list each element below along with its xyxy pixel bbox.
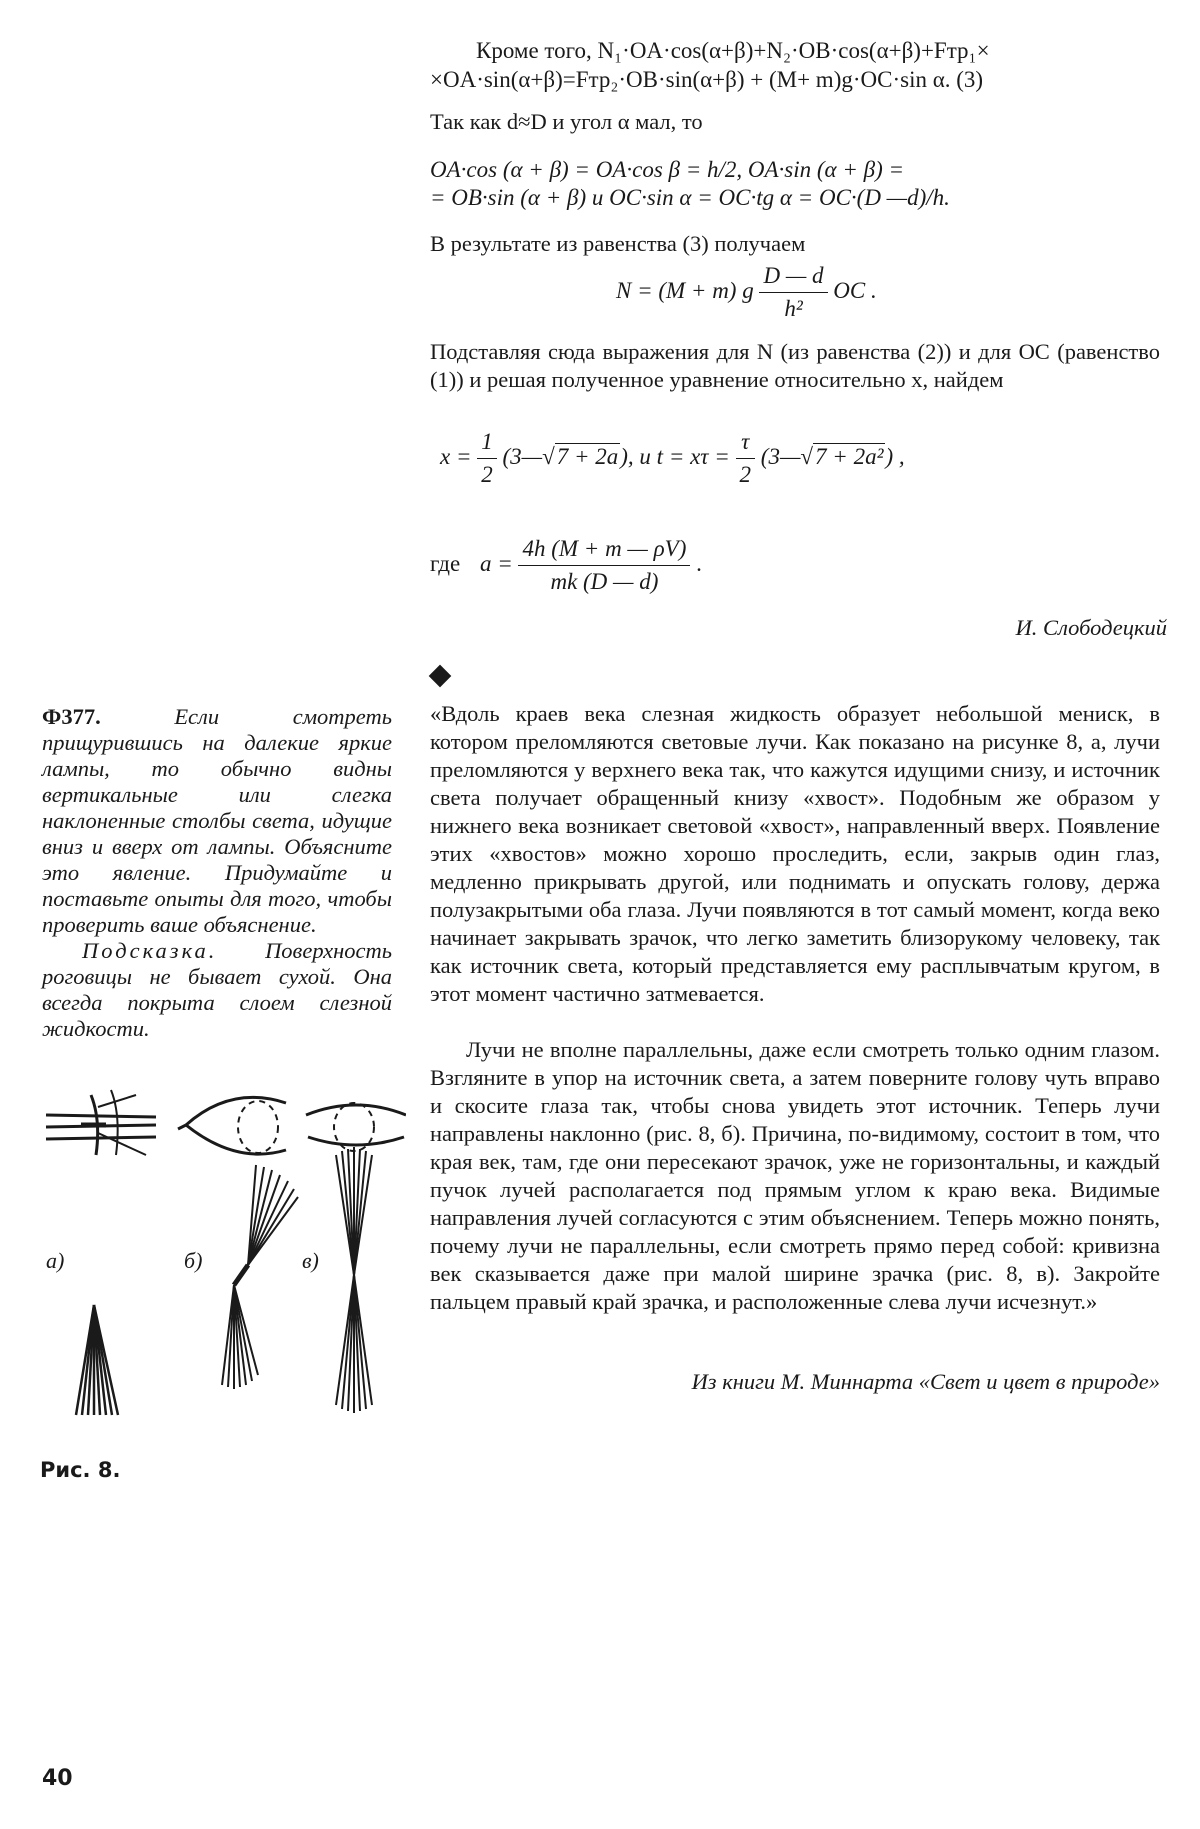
formula-a-lhs: a =: [479, 550, 513, 576]
formula-x-t: [440, 428, 905, 489]
formula-t-numerator: τ: [741, 429, 750, 454]
author: И. Слободецкий: [1015, 615, 1167, 640]
formula-a: [430, 535, 702, 596]
solution-paragraph-1: «Вдоль краев века слезная жидкость образует небольшой мениск, в котором преломляются световые лучи. Как показано на рисунке 8, а, лучи преломляются у верхнего века так, что кажутся идущими снизу, и источник света получает обращенный книзу «хвост». Подобным же образом у нижнего века возникает световой «хвост», направленный вверх. Появление этих «хвостов» можно хорошо проследить, если, закрыв один глаз, медленно прикрывать другой, или поднимать и опускать голову, держа полузакрытыми оба глаза. Лучи появляются в тот самый момент, когда веко начинает закрывать зрачок, что легко заметить близорукому человеку, так как источник света, который представляется ему расплывчатым кругом, в этот момент частично затмевается.: [430, 701, 1160, 1006]
relations-line-2: = OB·sin (α + β) и OC·sin α = OC·tg α = OC·(D —d)/h.: [430, 185, 950, 210]
formula-t-close: ) ,: [885, 443, 905, 469]
relations-line-1: OA·cos (α + β) = OA·cos β = h/2, OA·sin (α + β) =: [430, 157, 905, 182]
equation-3-line-1: Кроме того, N₁·OA·cos(α+β)+N₂·OB·cos(α+β)+Fтр₁×: [476, 38, 990, 63]
formula-n: [616, 262, 877, 323]
hint-text: Поверхность роговицы не бывает сухой. Она всегда покрыта слоем слезной жидкости.: [42, 938, 392, 1041]
problem-block: [42, 704, 392, 1042]
formula-x-numerator: 1: [481, 429, 493, 454]
problem-number: Ф377.: [42, 704, 101, 729]
formula-x-lhs: x =: [440, 443, 472, 469]
figure-caption: Рис. 8.: [40, 1458, 121, 1482]
equation-3-line-2: ×OA·sin(α+β)=Fтр₂·OB·sin(α+β) + (M+ m)g·OC·sin α. (3): [430, 67, 984, 92]
formula-x-paren: (3—: [502, 443, 543, 469]
diamond-separator-icon: [429, 665, 452, 688]
where-label: где: [430, 550, 461, 576]
sqrt-symbol: √: [542, 443, 555, 469]
formula-a-denominator: mk (D — d): [518, 565, 690, 596]
formula-n-lhs: N = (M + m) g: [616, 277, 754, 303]
figure-a-eyelid-diagram: [46, 1090, 156, 1155]
formula-t-sqrt: 7 + 2a²: [815, 443, 884, 469]
figure-a-rays: [76, 1305, 118, 1415]
formula-x-mid: ), и t = xτ =: [620, 443, 730, 469]
formula-x-fraction: [477, 428, 497, 489]
figure-v-rays: [336, 1147, 372, 1413]
hint-label: Подсказка.: [82, 938, 218, 963]
formula-n-numerator: D — d: [763, 263, 824, 288]
figure-label-v: в): [302, 1248, 319, 1273]
formula-t-denominator: 2: [736, 458, 756, 489]
result-intro: В результате из равенства (3) получаем: [430, 231, 806, 256]
figure-8: [36, 1085, 406, 1425]
figure-v-eye-outline: [306, 1103, 406, 1151]
figure-b-rays: [222, 1165, 298, 1389]
figure-label-b: б): [184, 1248, 203, 1273]
formula-n-fraction: [759, 262, 827, 323]
formula-t-paren: (3—: [760, 443, 801, 469]
formula-n-rhs: OC .: [833, 277, 877, 303]
solution-source: Из книги М. Миннарта «Свет и цвет в природе»: [691, 1369, 1160, 1394]
formula-t-fraction: [736, 428, 756, 489]
sqrt-symbol: √: [800, 443, 814, 469]
formula-n-denominator: h²: [759, 292, 827, 323]
substitution-text: Подставляя сюда выражения для N (из равенства (2)) и для OC (равенство (1)) и решая полученное уравнение относительно x, найдем: [430, 339, 1160, 392]
problem-text: Если смотреть прищурившись на далекие яркие лампы, то обычно видны вертикальные или слегка наклоненные столбы света, идущие вниз и вверх от лампы. Объясните это явление. Придумайте и поставьте опыты для того, чтобы проверить ваше объяснение.: [42, 704, 392, 937]
since-text: Так как d≈D и угол α мал, то: [430, 109, 703, 134]
page-number: 40: [42, 1766, 73, 1791]
formula-a-end: .: [696, 550, 702, 576]
figure-label-a: а): [46, 1248, 65, 1273]
figure-b-eye-outline: [178, 1097, 286, 1154]
formula-a-numerator: 4h (M + m — ρV): [522, 536, 687, 561]
formula-x-sqrt: 7 + 2a: [556, 443, 619, 469]
formula-x-denominator: 2: [477, 458, 497, 489]
formula-a-fraction: [518, 535, 690, 596]
solution-paragraph-2: Лучи не вполне параллельны, даже если смотреть только одним глазом. Взгляните в упор на источник света, а затем поверните голову чуть вправо и скосите глаза так, чтобы снова увидеть этот источник. Теперь лучи направлены наклонно (рис. 8, б). Причина, по-видимому, состоит в том, что края век, там, где они пересекают зрачок, уже не горизонтальны, и каждый пучок лучей располагается под прямым углом к краю века. Видимые направления лучей согласуются с этим объяснением. Теперь можно понять, почему лучи не параллельны, если смотреть прямо перед собой: кривизна век сказывается даже при малой ширине зрачка (рис. 8, в). Закройте пальцем правый край зрачка, и расположенные слева лучи исчезнут.»: [430, 1037, 1160, 1314]
